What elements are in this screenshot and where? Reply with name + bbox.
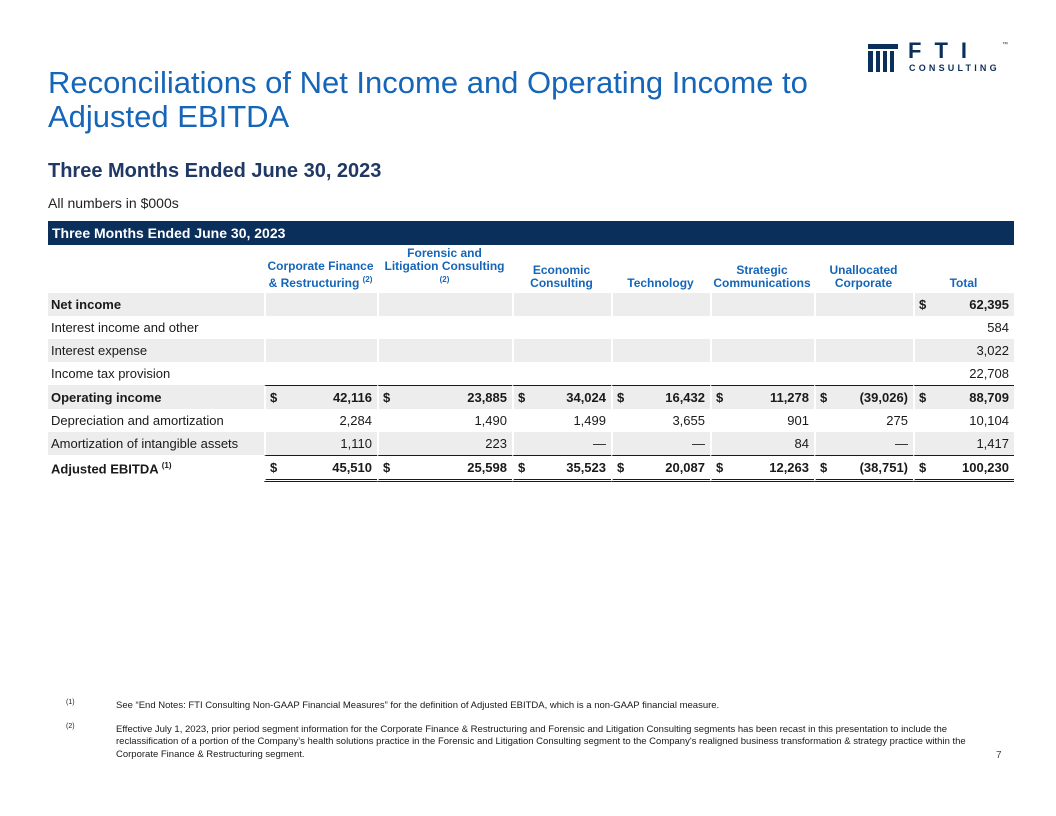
cell-value: 22,708 xyxy=(969,366,1009,381)
cell-value: 84 xyxy=(794,436,809,451)
table-cell xyxy=(710,432,814,455)
table-cell xyxy=(512,316,611,339)
cell-value: 3,655 xyxy=(672,413,705,428)
units-note: All numbers in $000s xyxy=(48,195,179,211)
currency-symbol: $ xyxy=(919,460,927,475)
table-row xyxy=(48,293,1014,316)
table-cell xyxy=(814,385,913,409)
cell-value: (39,026) xyxy=(859,390,908,405)
cell-value: 16,432 xyxy=(665,390,705,405)
table-cell xyxy=(913,455,1014,482)
column-header-row xyxy=(48,245,1014,293)
table-cell xyxy=(377,293,512,316)
cell-value: 3,022 xyxy=(976,343,1009,358)
table-cell xyxy=(264,293,377,316)
table-cell xyxy=(512,362,611,385)
table-cell xyxy=(377,432,512,455)
table-cell xyxy=(913,339,1014,362)
row-label: Interest income and other xyxy=(51,320,199,335)
table-cell xyxy=(814,409,913,432)
table-cell xyxy=(710,455,814,482)
row-label: Interest expense xyxy=(48,339,264,362)
table-cell xyxy=(611,293,710,316)
currency-symbol: $ xyxy=(617,460,625,475)
cell-value: 42,116 xyxy=(332,390,372,405)
column-header xyxy=(710,245,814,293)
currency-symbol: $ xyxy=(270,390,278,405)
table-cell xyxy=(512,339,611,362)
currency-symbol: $ xyxy=(270,460,278,475)
column-header-label: Technology xyxy=(627,276,694,290)
logo-trademark: ™ xyxy=(1002,42,1008,48)
cell-value: 275 xyxy=(886,413,908,428)
cell-value: — xyxy=(593,436,606,451)
table-cell xyxy=(264,385,377,409)
table-cell xyxy=(814,293,913,316)
column-header-label: Corporate Finance & Restructuring xyxy=(267,259,374,290)
cell-value: 223 xyxy=(485,436,507,451)
table-cell xyxy=(512,409,611,432)
currency-symbol: $ xyxy=(383,460,391,475)
cell-value: 23,885 xyxy=(467,390,507,405)
fti-consulting-logo xyxy=(868,38,1008,74)
column-header xyxy=(913,245,1014,293)
footnote xyxy=(66,700,996,713)
table-cell xyxy=(611,339,710,362)
table-cell xyxy=(512,293,611,316)
cell-value: (38,751) xyxy=(859,460,908,475)
table-cell xyxy=(710,362,814,385)
table-cell xyxy=(611,316,710,339)
table-cell xyxy=(611,385,710,409)
table-cell xyxy=(377,385,512,409)
table-cell xyxy=(611,455,710,482)
footnote-text: Effective July 1, 2023, prior period segment information for the Corporate Finance & Restructuring and Forensic and Litigation Consulting segments has been recast in this presentation to include the reclassification of a portion of the Company’s health solutions practice in the Forensic and Litigation Consulting segment to the Company's realigned business transformation & strategy practice within the Corporate Finance & Restructuring segment. xyxy=(116,723,966,760)
table-cell xyxy=(814,316,913,339)
table-cell xyxy=(377,455,512,482)
currency-symbol: $ xyxy=(919,297,927,312)
table-cell xyxy=(264,432,377,455)
table-row xyxy=(48,339,1014,362)
table-cell xyxy=(710,316,814,339)
cell-value: 1,417 xyxy=(976,436,1009,451)
page-title: Reconciliations of Net Income and Operating Income to Adjusted EBITDA xyxy=(48,65,808,134)
cell-value: 1,110 xyxy=(340,436,372,451)
footnote-marker: (2) xyxy=(362,275,373,284)
section-subtitle: Three Months Ended June 30, 2023 xyxy=(48,160,382,182)
currency-symbol: $ xyxy=(518,390,526,405)
table-cell xyxy=(264,362,377,385)
table-cell xyxy=(611,432,710,455)
footnote-text: See “End Notes: FTI Consulting Non-GAAP Financial Measures” for the definition of Adjusted EBITDA, which is a non-GAAP financial measure. xyxy=(116,700,720,711)
cell-value: 100,230 xyxy=(962,460,1009,475)
cell-value: — xyxy=(895,436,908,451)
row-label: Income tax provision xyxy=(51,366,171,381)
currency-symbol: $ xyxy=(716,390,724,405)
table-row xyxy=(48,409,1014,432)
column-header xyxy=(264,245,377,293)
table-cell xyxy=(710,409,814,432)
table-cell xyxy=(611,362,710,385)
cell-value: 25,598 xyxy=(467,460,507,475)
table-cell xyxy=(814,339,913,362)
cell-value: 10,104 xyxy=(969,413,1009,428)
currency-symbol: $ xyxy=(716,460,724,475)
column-header xyxy=(512,245,611,293)
row-label: Amortization of intangible assets xyxy=(48,432,264,455)
column-header-label: Forensic and Litigation Consulting xyxy=(384,246,505,273)
table-cell xyxy=(264,316,377,339)
cell-value: 1,490 xyxy=(474,413,507,428)
currency-symbol: $ xyxy=(383,390,391,405)
column-header xyxy=(814,245,913,293)
column-header xyxy=(377,245,512,293)
logo-subtitle: CONSULTING xyxy=(909,63,1000,73)
currency-symbol: $ xyxy=(820,390,828,405)
column-header-label: Economic Consulting xyxy=(530,263,593,290)
cell-value: 62,395 xyxy=(969,297,1009,312)
column-header-label: Strategic Communications xyxy=(713,263,811,290)
table-cell xyxy=(913,316,1014,339)
footnote-marker: (1) xyxy=(161,460,172,470)
table-cell xyxy=(377,409,512,432)
table-row xyxy=(48,316,1014,339)
table-cell xyxy=(710,339,814,362)
table-cell xyxy=(814,432,913,455)
table-cell xyxy=(264,339,377,362)
table-cell xyxy=(913,385,1014,409)
cell-value: 34,024 xyxy=(566,390,606,405)
footnote-marker: (1) xyxy=(66,699,75,706)
table-cell xyxy=(377,362,512,385)
fti-logo-mark-icon xyxy=(868,44,898,72)
row-label: Net income xyxy=(48,293,264,316)
cell-value: 20,087 xyxy=(665,460,705,475)
logo-wordmark: FTI xyxy=(908,38,980,63)
table-cell xyxy=(913,432,1014,455)
cell-value: 88,709 xyxy=(969,390,1009,405)
table-cell xyxy=(611,409,710,432)
table-body xyxy=(48,293,1014,482)
table-cell xyxy=(377,339,512,362)
row-label-header xyxy=(48,245,264,293)
table-cell xyxy=(264,409,377,432)
footnote-marker: (2) xyxy=(66,722,75,730)
table-cell xyxy=(710,293,814,316)
cell-value: 901 xyxy=(787,413,809,428)
table-cell xyxy=(512,455,611,482)
column-header-label: Unallocated Corporate xyxy=(829,263,898,290)
table-cell xyxy=(814,455,913,482)
table-row xyxy=(48,362,1014,385)
table-band-title: Three Months Ended June 30, 2023 xyxy=(48,221,1014,245)
cell-value: 2,284 xyxy=(339,413,372,428)
table-row xyxy=(48,455,1014,482)
table-row xyxy=(48,385,1014,409)
table-cell xyxy=(913,409,1014,432)
row-label: Operating income xyxy=(48,385,264,409)
column-header-label: Total xyxy=(949,276,978,290)
reconciliation-table xyxy=(48,221,1014,482)
cell-value: 11,278 xyxy=(769,390,809,405)
table-row xyxy=(48,432,1014,455)
page-number: 7 xyxy=(996,750,1002,761)
row-label: Adjusted EBITDA $^{(1)}$ xyxy=(51,460,172,477)
currency-symbol: $ xyxy=(617,390,625,405)
cell-value: 12,263 xyxy=(769,460,809,475)
table-cell xyxy=(913,293,1014,316)
cell-value: — xyxy=(692,436,705,451)
table-cell xyxy=(710,385,814,409)
footnote xyxy=(66,724,996,762)
row-label: Depreciation and amortization xyxy=(51,413,224,428)
table-cell xyxy=(377,316,512,339)
table-cell xyxy=(814,362,913,385)
table-cell xyxy=(512,385,611,409)
currency-symbol: $ xyxy=(919,390,927,405)
table-cell xyxy=(264,455,377,482)
cell-value: 584 xyxy=(987,320,1009,335)
currency-symbol: $ xyxy=(820,460,828,475)
cell-value: 35,523 xyxy=(566,460,606,475)
column-header xyxy=(611,245,710,293)
footnote-marker: (2) xyxy=(439,275,450,284)
cell-value: 1,499 xyxy=(573,413,606,428)
currency-symbol: $ xyxy=(518,460,526,475)
footnotes xyxy=(66,700,996,772)
table-cell xyxy=(512,432,611,455)
table-cell xyxy=(913,362,1014,385)
cell-value: 45,510 xyxy=(332,460,372,475)
